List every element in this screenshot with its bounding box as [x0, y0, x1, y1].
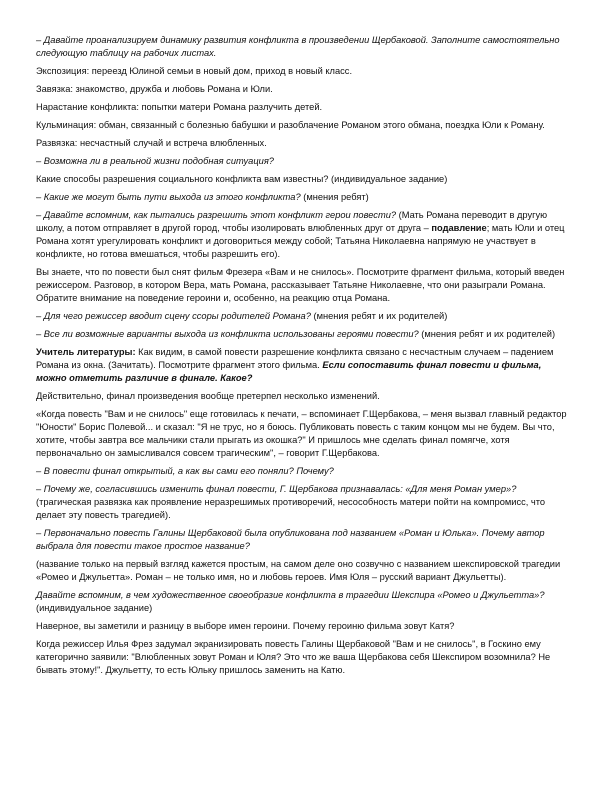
- paragraph: [36, 558, 571, 584]
- text-run: Давайте вспомним, в чем художественное своеобразие конфликта в трагедии Шекспира «Ромео и Джульетта»?: [36, 590, 545, 600]
- text-run: Какие способы разрешения социального конфликта вам известны? (индивидуальное задание): [36, 174, 448, 184]
- text-run: – Первоначально повесть Галины Щербаковой была опубликована под названием «Роман и Юлька». Почему автор выбрала для повести такое простое название?: [36, 528, 545, 551]
- text-run: – Возможна ли в реальной жизни подобная ситуация?: [36, 156, 274, 166]
- paragraph: [36, 390, 571, 403]
- text-run: (мнения ребят и их родителей): [310, 311, 448, 321]
- text-run: Нарастание конфликта: попытки матери Романа разлучить детей.: [36, 102, 323, 112]
- paragraph: [36, 620, 571, 633]
- paragraph: [36, 465, 571, 478]
- paragraph: [36, 65, 571, 78]
- paragraph: [36, 155, 571, 168]
- text-run: – В повести финал открытый, а как вы сами его поняли? Почему?: [36, 466, 334, 476]
- paragraph: [36, 209, 571, 261]
- text-run: Наверное, вы заметили и разницу в выборе имен героини. Почему героиню фильма зовут Катя?: [36, 621, 455, 631]
- text-run: (Мать Романа переводит в другую школу, а потом отправляет в другой город, чтобы изолировать влюбленных друг от друга –: [36, 210, 548, 233]
- text-run: Действительно, финал произведения вообще претерпел несколько изменений.: [36, 391, 380, 401]
- paragraph: [36, 34, 571, 60]
- paragraph: [36, 328, 571, 341]
- paragraph: [36, 408, 571, 460]
- paragraph: [36, 589, 571, 615]
- paragraph: [36, 527, 571, 553]
- text-run: Вы знаете, что по повести был снят фильм Фрезера «Вам и не снилось». Посмотрите фрагмент фильма, который введен режиссером. Разговор, в котором Вера, мать Романа, рассказывает Татьяне Николаевне, что они разыграли Романа. Обратите внимание на поведение героини и, особенно, на реакцию отца Романа.: [36, 267, 565, 303]
- text-run: – Почему же, согласившись изменить финал повести, Г. Щербакова признавалась: «Для меня Роман умер»?: [36, 484, 517, 494]
- paragraph: [36, 266, 571, 305]
- paragraph: [36, 119, 571, 132]
- paragraph: [36, 173, 571, 186]
- document-page: [36, 34, 571, 682]
- paragraph: [36, 137, 571, 150]
- text-run: (название только на первый взгляд кажется простым, на самом деле оно созвучно с названием шекспировской трагедии «Ромео и Джульетта». Роман – не только имя, но и любовь героев. Имя Юля – русский вариант Джульетты).: [36, 559, 561, 582]
- text-run: Когда режиссер Илья Фрез задумал экранизировать повесть Галины Щербаковой "Вам и не снилось", в Госкино ему категорично заявили: "Влюбленных зовут Роман и Юля? Это что же ваша Щербакова себя Шекспиром возомнила? Не бывать этому!". Джульетту, то есть Юльку пришлось заменить на Катю.: [36, 639, 551, 675]
- text-run: подавление: [431, 223, 487, 233]
- text-run: «Когда повесть "Вам и не снилось" еще готовилась к печати, – вспоминает Г.Щербакова, – меня вызвал главный редактор "Юности" Борис Полевой... и сказал: "Я не трус, но я боюсь. Публиковать повесть с таким концом мы не будем. Вы что, хотите, чтобы завтра все мальчики стали прыгать из окошка?" И пришлось мне сделать финал помягче, хотя первоначально он замысливался совсем трагическим", – говорит Г.Щербакова.: [36, 409, 567, 458]
- text-run: Кульминация: обман, связанный с болезнью бабушки и разоблачение Романом этого обмана, поездка Юли к Роману.: [36, 120, 545, 130]
- text-run: Учитель литературы:: [36, 347, 136, 357]
- text-run: – Для чего режиссер вводит сцену ссоры родителей Романа?: [36, 311, 311, 321]
- text-run: – Давайте проанализируем динамику развития конфликта в произведении Щербаковой. Заполните самостоятельно следующую таблицу на рабочих листах.: [36, 35, 560, 58]
- text-run: (мнения ребят): [300, 192, 369, 202]
- text-run: Как видим, в самой повести разрешение конфликта связано с несчастным случаем – падением Романа из окна. (Зачитать). Посмотрите фрагмент этого фильма.: [36, 347, 554, 370]
- text-run: – Какие же могут быть пути выхода из этого конфликта?: [36, 192, 301, 202]
- text-run: Экспозиция: переезд Юлиной семьи в новый дом, приход в новый класс.: [36, 66, 353, 76]
- paragraph: [36, 83, 571, 96]
- paragraph: [36, 638, 571, 677]
- text-run: Если сопоставить финал повести и фильма, можно отметить различие в финале. Какое?: [36, 360, 542, 383]
- text-run: (трагическая развязка как проявление неразрешимых противоречий, несособность матери пойти на компромисс, что делает эту повесть трагедией).: [36, 497, 546, 520]
- paragraph: [36, 346, 571, 385]
- paragraph: [36, 101, 571, 114]
- text-run: Развязка: несчастный случай и встреча влюбленных.: [36, 138, 267, 148]
- paragraph: [36, 310, 571, 323]
- paragraph: [36, 191, 571, 204]
- paragraph: [36, 483, 571, 522]
- text-run: (индивидуальное задание): [36, 603, 153, 613]
- text-run: – Все ли возможные варианты выхода из конфликта использованы героями повести?: [36, 329, 419, 339]
- text-run: – Давайте вспомним, как пытались разрешить этот конфликт герои повести?: [36, 210, 397, 220]
- text-run: ; мать Юли и отец Романа хотят урегулировать конфликт и договориться между собой; Татьяна Николаевна напрямую не участвует в конфликте, но готова вмешаться, чтобы разрешить его).: [36, 223, 565, 259]
- text-run: Завязка: знакомство, дружба и любовь Романа и Юли.: [36, 84, 273, 94]
- text-run: (мнения ребят и их родителей): [418, 329, 556, 339]
